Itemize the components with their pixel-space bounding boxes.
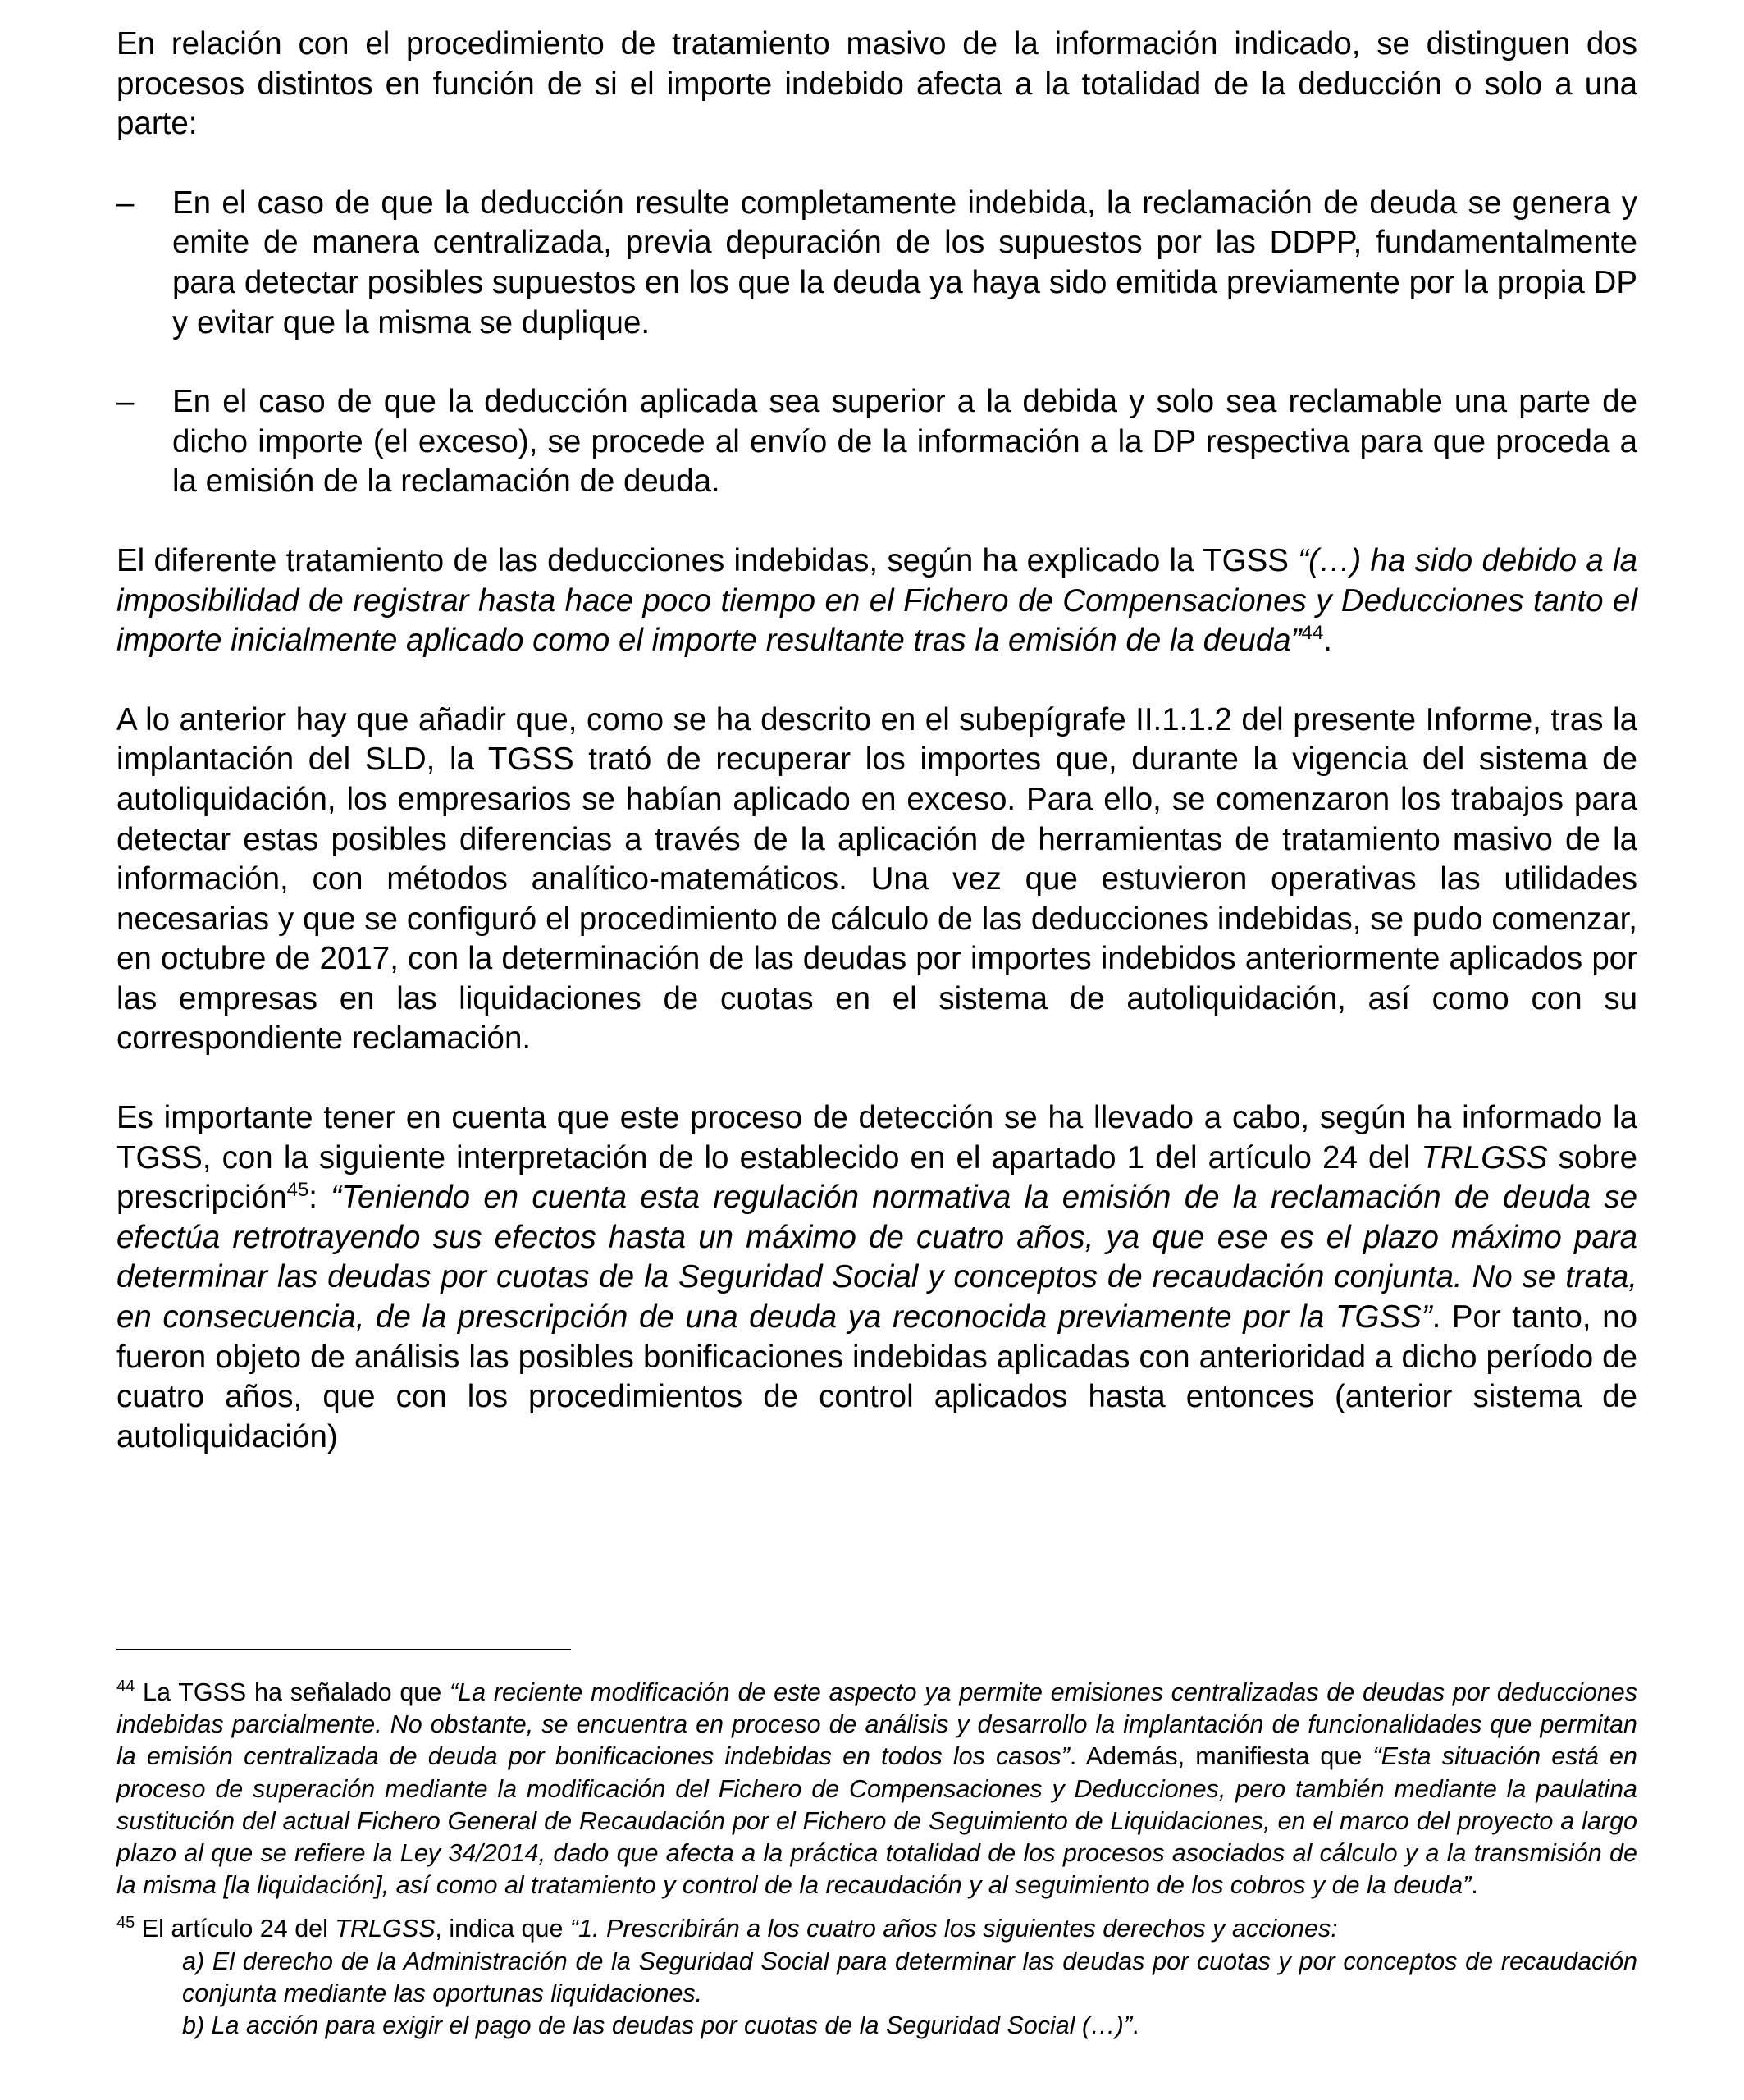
p2-end: . bbox=[1323, 623, 1332, 659]
fn45-law: TRLGSS bbox=[335, 1915, 436, 1943]
p4-lead: Es importante tener en cuenta que este proceso de detección se ha llevado a cabo, según ha informado la TGSS, con la siguiente interpretación de lo establecido en el apartado 1 del artículo 24 del bbox=[116, 1100, 1637, 1176]
footnote-45-number: 45 bbox=[116, 1914, 135, 1933]
p4-law: TRLGSS bbox=[1421, 1139, 1548, 1176]
footnote-45 bbox=[116, 1913, 1637, 1945]
fn45-quote: “1. Prescribirán a los cuatro años los siguientes derechos y acciones: bbox=[569, 1915, 1338, 1943]
fn44-quote-1: “La reciente modificación de este aspecto ya permite emisiones centralizadas de deudas por deducciones indebidas parcialmente. No obstante, se encuentra en proceso de análisis y desarrollo la implantación de funcionalidades que permitan la emisión centralizada de deuda por bonificaciones indebidas en todos los casos” bbox=[116, 1678, 1637, 1771]
footnotes-section bbox=[116, 1649, 1637, 2042]
fn45-item-a: a) El derecho de la Administración de la Seguridad Social para determinar las deudas por cuotas y por conceptos de recaudación conjunta mediante las oportunas liquidaciones. bbox=[182, 1947, 1637, 2007]
paragraph-prescription bbox=[116, 1098, 1637, 1457]
fn45-item-b-end: . bbox=[1132, 2011, 1139, 2040]
fn44-lead: La TGSS ha señalado que bbox=[135, 1678, 450, 1706]
p2-lead: El diferente tratamiento de las deducciones indebidas, según ha explicado la TGSS bbox=[116, 542, 1299, 578]
fn45-lead: El artículo 24 del bbox=[135, 1915, 336, 1943]
dash-icon: – bbox=[116, 185, 135, 221]
document-body bbox=[116, 25, 1637, 1457]
p4-quote: “Teniendo en cuenta esta regulación normativa la emisión de la reclamación de deuda se efectúa retrotrayendo sus efectos hasta un máximo de cuatro años, ya que ese es el plazo máximo para determinar las deudas por cuotas de la Seguridad Social y conceptos de recaudación conjunta. No se trata, en consecuencia, de la prescripción de una deuda ya reconocida previamente por la TGSS” bbox=[116, 1180, 1637, 1335]
footnote-44 bbox=[116, 1677, 1637, 1901]
footnote-44-number: 44 bbox=[116, 1678, 135, 1696]
paragraph-recovery: A lo anterior hay que añadir que, como se ha descrito en el subepígrafe II.1.1.2 del presente Informe, tras la implantación del SLD, la TGSS trató de recuperar los importes que, durante la vigencia del sistema de autoliquidación, los empresarios se habían aplicado en exceso. Para ello, se comenzaron los trabajos para detectar estas posibles diferencias a través de la aplicación de herramientas de tratamiento masivo de la información, con métodos analítico-matemáticos. Una vez que estuvieron operativas las utilidades necesarias y que se configuró el procedimiento de cálculo de las deducciones indebidas, se pudo comenzar, en octubre de 2017, con la determinación de las deudas por importes indebidos anteriormente aplicados por las empresas en las liquidaciones de cuotas en el sistema de autoliquidación, así como con su correspondiente reclamación. bbox=[116, 701, 1637, 1057]
footnote-ref-44[interactable]: 44 bbox=[1301, 622, 1324, 645]
fn44-mid: . Además, manifiesta que bbox=[1069, 1742, 1373, 1771]
paragraph-tgss-explanation bbox=[116, 541, 1637, 661]
p4-mid: sobre prescripción bbox=[116, 1139, 1637, 1216]
fn44-end: . bbox=[1471, 1871, 1478, 1900]
dash-icon: – bbox=[116, 384, 135, 420]
footnote-separator bbox=[116, 1649, 571, 1650]
bullet-1-text: En el caso de que la deducción resulte completamente indebida, la reclamación de deuda se genera y emite de manera centralizada, previa depuración de los supuestos por las DDPP, fundamentalmente para detectar posibles supuestos en los que la deuda ya haya sido emitida previamente por la propia DP y evitar que la misma se duplique. bbox=[172, 185, 1637, 340]
footnote-ref-45[interactable]: 45 bbox=[286, 1179, 309, 1202]
p4-end: . Por tanto, no fueron objeto de análisis las posibles bonificaciones indebidas aplicadas con anterioridad a dicho período de cuatro años, que con los procedimientos de control aplicados hasta entonces (anterior sistema de autoliquidación) bbox=[116, 1299, 1637, 1454]
fn44-quote-2: “Esta situación está en proceso de superación mediante la modificación del Fichero de Compensaciones y Deducciones, pero también mediante la paulatina sustitución del actual Fichero General de Recaudación por el Fichero de Seguimiento de Liquidaciones, en el marco del proyecto a largo plazo al que se refiere la Ley 34/2014, dado que afecta a la práctica totalidad de los procesos asociados al cálculo y a la transmisión de la misma [la liquidación], así como al tratamiento y control de la recaudación y al seguimiento de los cobros y de la deuda” bbox=[116, 1742, 1637, 1900]
bullet-2-text: En el caso de que la deducción aplicada sea superior a la debida y solo sea reclamable una parte de dicho importe (el exceso), se procede al envío de la información a la DP respectiva para que proceda a la emisión de la reclamación de deuda. bbox=[172, 384, 1637, 500]
fn45-mid: , indica que bbox=[435, 1915, 570, 1943]
p2-quote: “(…) ha sido debido a la imposibilidad de registrar hasta hace poco tiempo en el Fichero de Compensaciones y Deducciones tanto el importe inicialmente aplicado como el importe resultante tras la emisión de la deuda” bbox=[116, 542, 1637, 659]
p4-colon: : bbox=[308, 1180, 331, 1216]
list-item-bullet-2 bbox=[116, 382, 1637, 502]
paragraph-intro: En relación con el procedimiento de tratamiento masivo de la información indicado, se distinguen dos procesos distintos en función de si el importe indebido afecta a la totalidad de la deducción o solo a una parte: bbox=[116, 26, 1637, 142]
list-item-bullet-1 bbox=[116, 184, 1637, 343]
footnote-45-item-b bbox=[116, 2010, 1637, 2042]
fn45-item-b: b) La acción para exigir el pago de las deudas por cuotas de la Seguridad Social (…)” bbox=[182, 2011, 1132, 2040]
footnote-45-item-a bbox=[116, 1946, 1637, 2010]
